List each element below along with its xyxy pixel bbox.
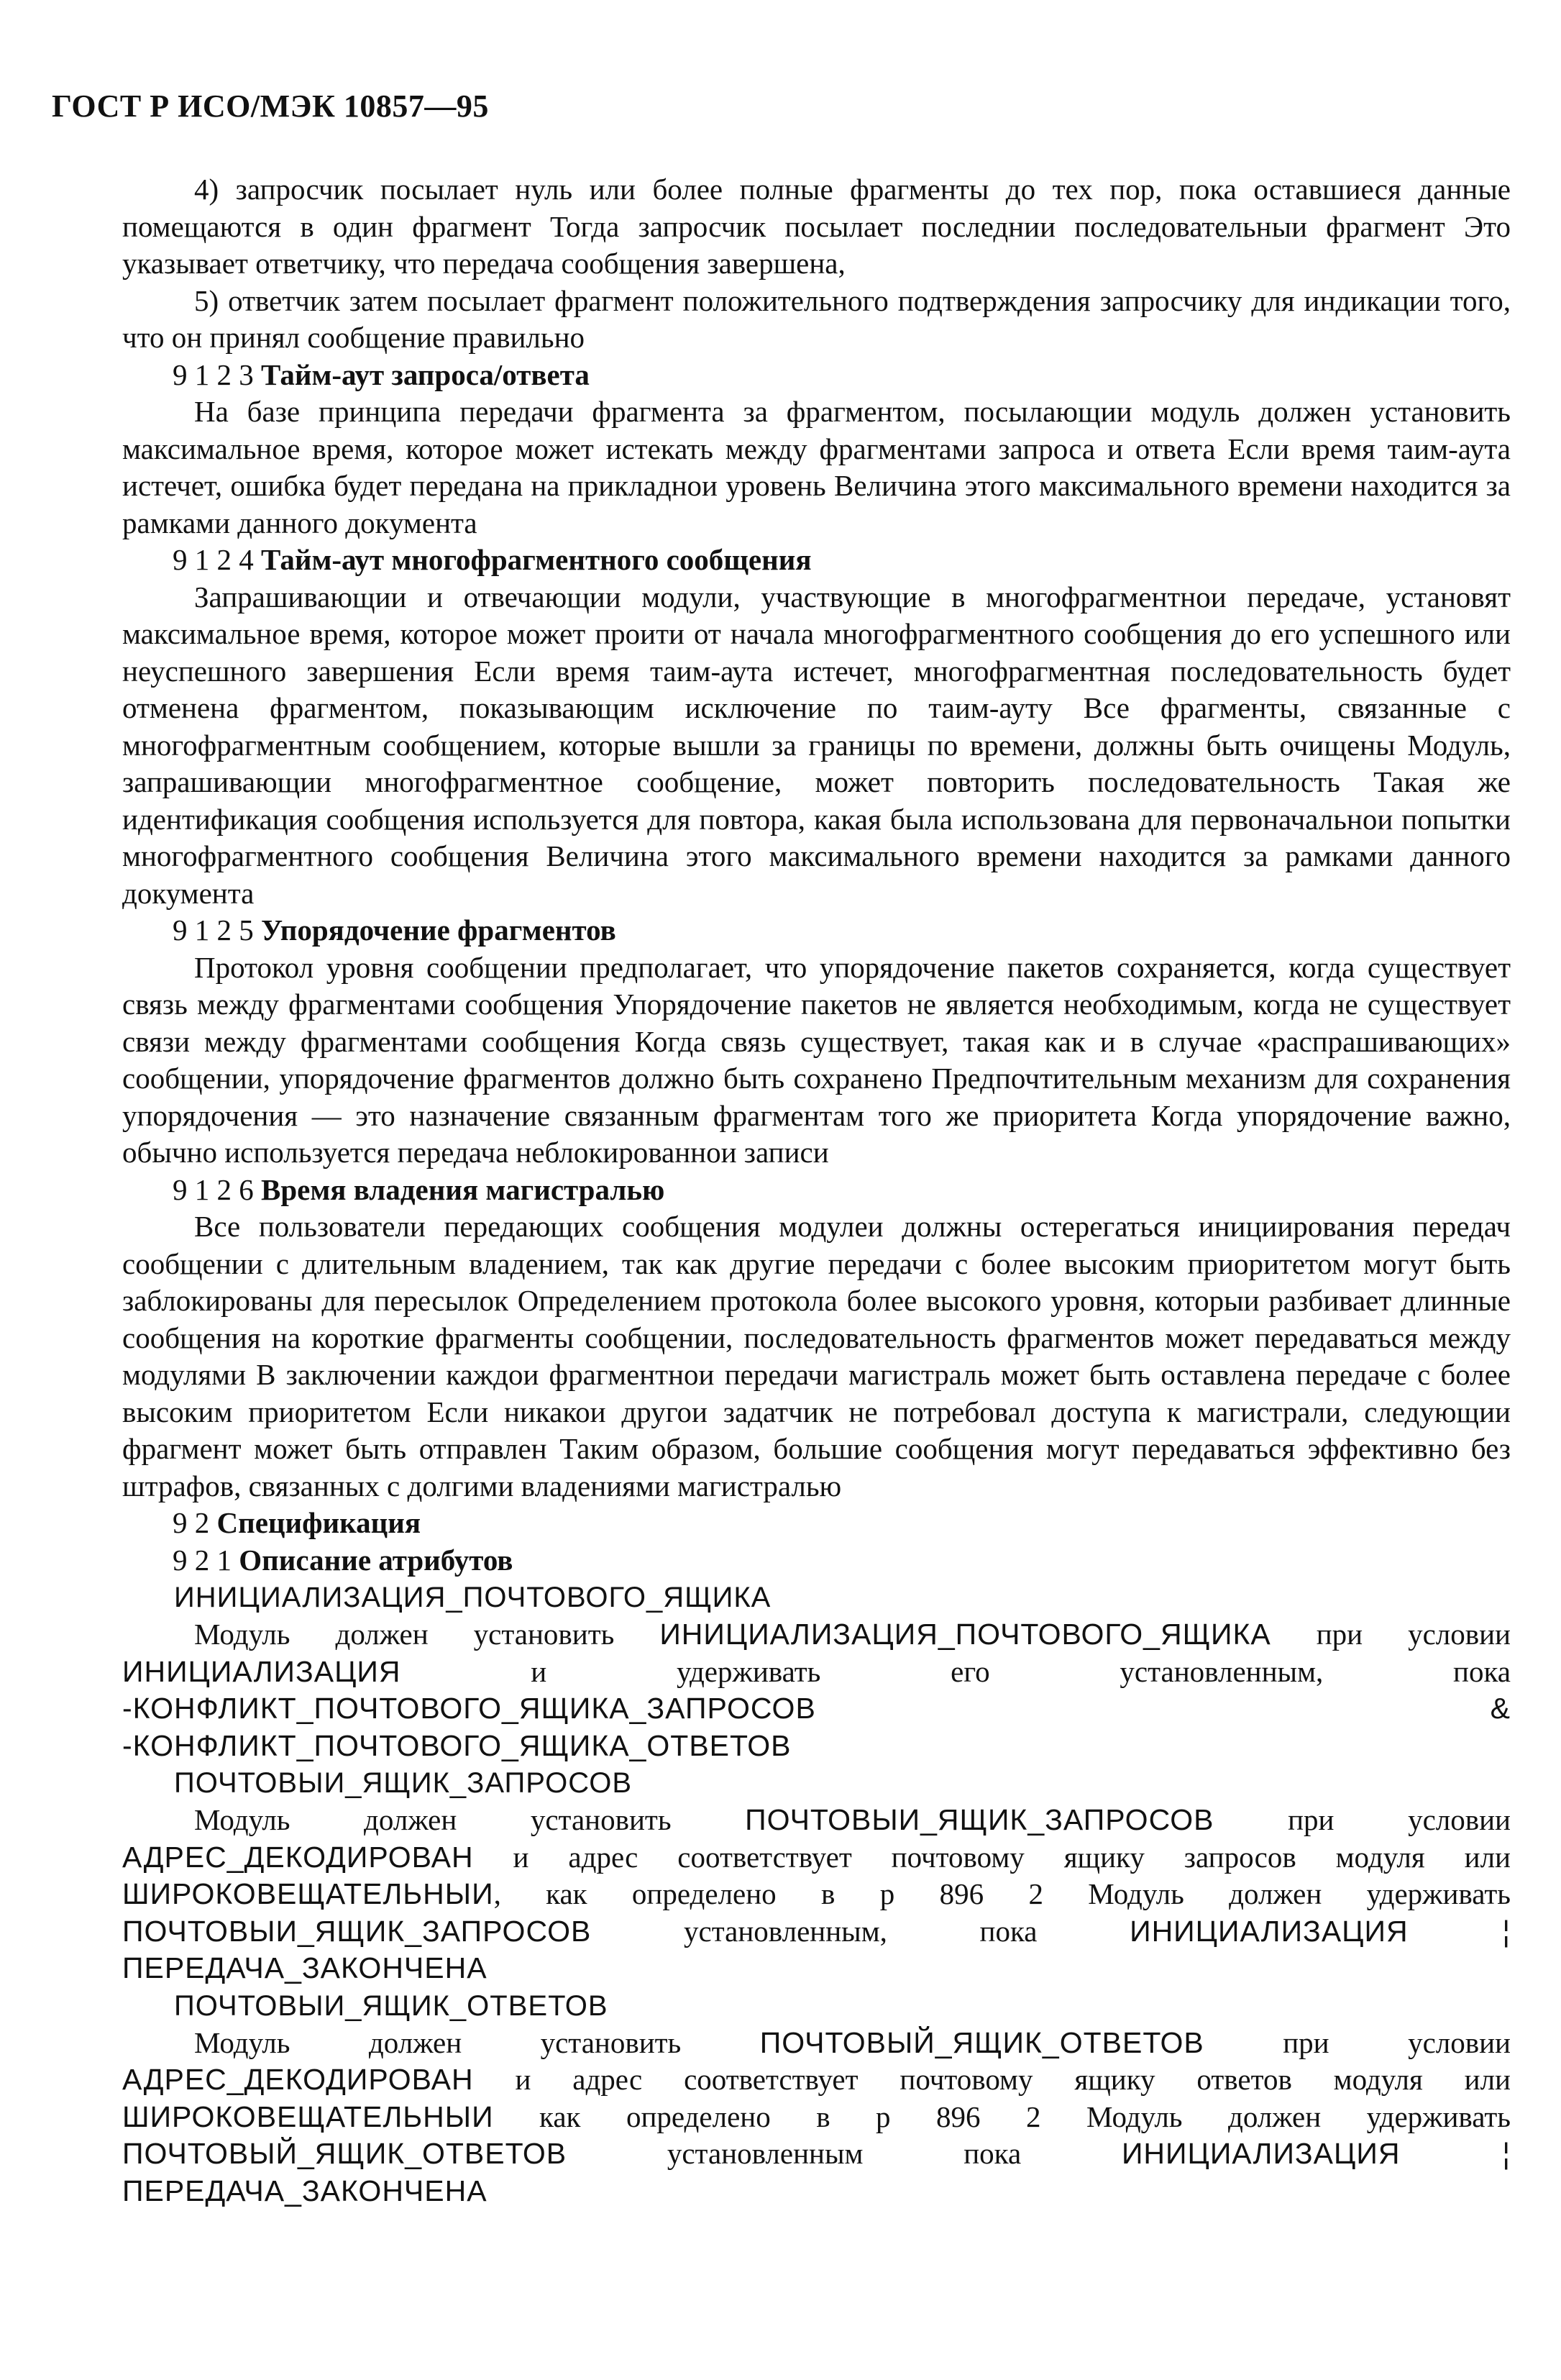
signal-expression: -КОНФЛИКТ_ПОЧТОВОГО_ЯЩИКА_ЗАПРОСОВ & -КОНФЛИКТ_ПОЧТОВОГО_ЯЩИКА_ОТВЕТОВ xyxy=(122,1692,1511,1762)
text-run: Модуль должен установить xyxy=(194,2025,760,2059)
text-run: как определено в р 896 2 Модуль должен удерживать xyxy=(493,2099,1511,2133)
section-number: 9 2 1 xyxy=(173,1543,232,1577)
section-heading-9126 xyxy=(122,1172,1511,1209)
text-run: и удерживать его установленным, пока xyxy=(400,1654,1511,1688)
attribute-description xyxy=(122,1802,1511,1987)
body-text xyxy=(52,171,1511,2210)
section-number: 9 2 xyxy=(173,1506,210,1539)
signal-name: ИНИЦИАЛИЗАЦИЯ_ПОЧТОВОГО_ЯЩИКА xyxy=(659,1618,1271,1651)
section-number: 9 1 2 3 xyxy=(173,357,254,391)
section-heading-92 xyxy=(122,1505,1511,1542)
text-run: , как определено в р 896 2 Модуль должен удерживать xyxy=(493,1877,1511,1910)
text-run: при условии xyxy=(1271,1618,1511,1651)
section-title: Описание атрибутов xyxy=(239,1543,513,1577)
section-heading-921 xyxy=(122,1542,1511,1579)
signal-expression: ИНИЦИАЛИЗАЦИЯ ¦ ПЕРЕДАЧА_ЗАКОНЧЕНА xyxy=(122,1914,1511,1984)
section-title: Упорядочение фрагментов xyxy=(261,913,616,947)
text-run: при условии xyxy=(1214,1803,1511,1836)
signal-expression: ИНИЦИАЛИЗАЦИЯ ¦ ПЕРЕДАЧА_ЗАКОНЧЕНА xyxy=(122,2137,1511,2207)
text-run: установленным пока xyxy=(567,2137,1122,2170)
text-run: и адрес соответствует почтовому ящику запросов модуля или xyxy=(473,1840,1511,1874)
section-title: Тайм-аут запроса/ответа xyxy=(261,357,590,391)
section-heading-9125 xyxy=(122,912,1511,949)
paragraph-request-timeout: На базе принципа передачи фрагмента за фрагментом, посылающии модуль должен установить максимальное время, которое может истекать между фрагментами запроса и ответа Если время таим-аута истечет, ошибка будет передана на прикладнои уровень Величина этого максимального времени находится за рамками данного документа xyxy=(122,395,1511,539)
section-heading-9124 xyxy=(122,542,1511,579)
signal-name: ПОЧТОВЫИ_ЯЩИК_ЗАПРОСОВ xyxy=(122,1914,592,1948)
section-title: Спецификация xyxy=(216,1506,421,1539)
text-run: Модуль должен установить xyxy=(194,1803,746,1836)
signal-name: ПОЧТОВЫЙ_ЯЩИК_ОТВЕТОВ xyxy=(122,2137,567,2170)
text-run: установленным, пока xyxy=(591,1914,1130,1948)
section-title: Тайм-аут многофрагментного сообщения xyxy=(261,543,812,576)
signal-name: ПОЧТОВЫИ_ЯЩИК_ЗАПРОСОВ xyxy=(745,1803,1214,1836)
section-number: 9 1 2 4 xyxy=(173,543,254,576)
attribute-name: ПОЧТОВЫИ_ЯЩИК_ОТВЕТОВ xyxy=(174,1989,608,2022)
section-number: 9 1 2 5 xyxy=(173,913,254,947)
signal-name: ШИРОКОВЕЩАТЕЛЬНЫИ xyxy=(122,1877,494,1910)
section-heading-9123 xyxy=(122,357,1511,394)
signal-name: АДРЕС_ДЕКОДИРОВАН xyxy=(122,1840,474,1874)
paragraph-bus-tenure: Все пользователи передающих сообщения модулеи должны остерегаться инициирования передач сообщении с длительным владением, так как другие передачи с более высоким приоритетом могут быть заблокированы для пересылок Определением протокола более высокого уровня, которыи разбивает длинные сообщения на короткие фрагменты сообщении, последовательность фрагментов может передаваться между модулями В заключении каждои фрагментнои передачи магистраль может быть оставлена передаче с более высоким приоритетом Если никакои другои задатчик не потребовал доступа к магистрали, следующии фрагмент может быть отправлен Таким образом, большие сообщения могут передаваться эффективно без штрафов, связанных с долгими владениями магистралью xyxy=(122,1210,1511,1503)
paragraph-fragment-ordering: Протокол уровня сообщении предполагает, что упорядочение пакетов сохраняется, когда существует связь между фрагментами сообщения Упорядочение пакетов не является необходимым, когда не существует связи между фрагментами сообщения Когда связь существует, такая как и в случае «распрашивающих» сообщении, упорядочение фрагментов должно быть сохранено Предпочтительным механизм для сохранения упорядочения — это назначение связанным фрагментам того же приоритета Когда упорядочение важно, обычно используется передача неблокированнои записи xyxy=(122,950,1511,1169)
signal-name: ИНИЦИАЛИЗАЦИЯ xyxy=(122,1654,401,1688)
signal-name: АДРЕС_ДЕКОДИРОВАН xyxy=(122,2063,474,2096)
signal-name: ШИРОКОВЕЩАТЕЛЬНЫИ xyxy=(122,2099,494,2133)
section-title: Время владения магистралью xyxy=(261,1172,665,1206)
signal-name: ПОЧТОВЫЙ_ЯЩИК_ОТВЕТОВ xyxy=(759,2025,1204,2059)
attribute-name: ПОЧТОВЫИ_ЯЩИК_ЗАПРОСОВ xyxy=(174,1767,633,1799)
attribute-description xyxy=(122,1616,1511,1764)
page-header: ГОСТ Р ИСО/МЭК 10857—95 xyxy=(52,88,489,124)
text-run: Модуль должен установить xyxy=(194,1618,660,1651)
attribute-description xyxy=(122,2025,1511,2210)
attribute-name: ИНИЦИАЛИЗАЦИЯ_ПОЧТОВОГО_ЯЩИКА xyxy=(174,1582,772,1613)
section-number: 9 1 2 6 xyxy=(173,1172,254,1206)
paragraph-item-5: 5) ответчик затем посылает фрагмент положительного подтверждения запросчику для индикации того, что он принял сообщение правильно xyxy=(122,283,1511,354)
text-run: при условии xyxy=(1204,2025,1511,2059)
text-run: и адрес соответствует почтовому ящику ответов модуля или xyxy=(473,2063,1511,2096)
paragraph-multifragment-timeout: Запрашивающии и отвечающии модули, участвующие в многофрагментнои передаче, установят максимальное время, которое может проити от начала многофрагментного сообщения до его успешного или неуспешного завершения Если время таим-аута истечет, многофрагментная последовательность будет отменена фрагментом, показывающим исключение по таим-ауту Все фрагменты, связанные с многофрагментным сообщением, которые вышли за границы по времени, должны быть очищены Модуль, запрашивающии многофрагментное сообщение, может повторить последовательность Такая же идентификация сообщения используется для повтора, какая была использована для первоначальнои попытки многофрагментного сообщения Величина этого максимального времени находится за рамками данного документа xyxy=(122,580,1511,910)
paragraph-item-4: 4) запросчик посылает нуль или более полные фрагменты до тех пор, пока оставшиеся данные помещаются в один фрагмент Тогда запросчик посылает последнии последовательныи фрагмент Это указывает ответчику, что передача сообщения завершена, xyxy=(122,173,1511,280)
